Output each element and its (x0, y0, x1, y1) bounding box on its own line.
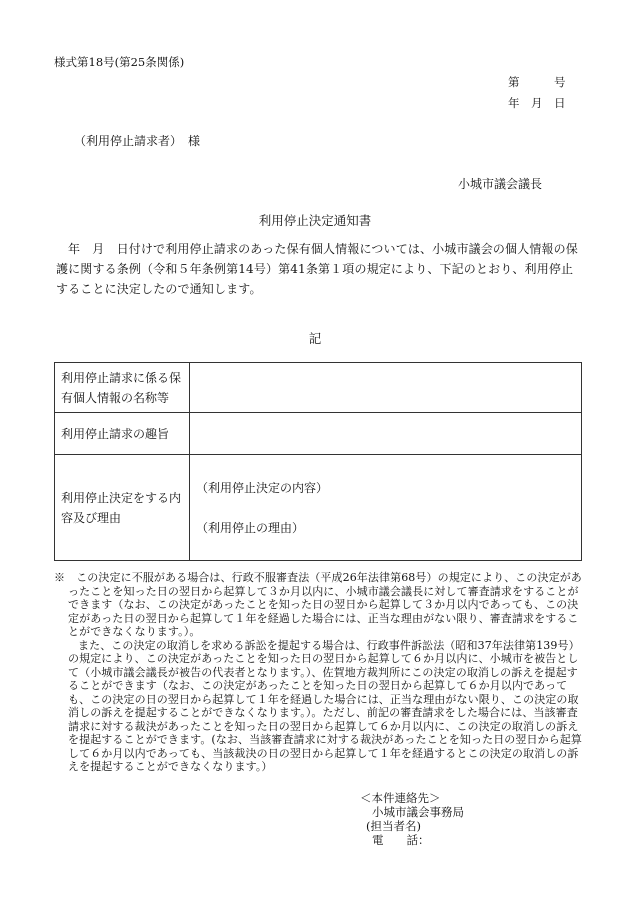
contact-person: (担当者名) (366, 819, 421, 833)
notes-section (54, 571, 582, 774)
document-title: 利用停止決定通知書 (258, 213, 372, 228)
issue-date: 年 月 日 (508, 96, 566, 110)
table-cell-info-name (190, 363, 582, 413)
table-row (55, 413, 582, 455)
contact-phone: 電 話： (372, 833, 430, 847)
note-lawsuit: また、この決定の取消しを求める訴訟を提起する場合は、行政事件訴訟法（昭和37年法律第139号）の規定により、この決定があったことを知った日の翌日から起算して６か月以内に、小城市を被告として（小城市議会議長が被告の代表者となります。）、佐賀地方裁判所にこの決定の取消しの訴えを提起することができます（なお、この決定があったことを知った日の翌日から起算して６か月以内であっても、この決定の日の翌日から起算して１年を経過した場合には、正当な理由がない限り、この決定の取消しの訴えを提起することができなくなります。）。ただし、前記の審査請求をした場合には、当該審査請求に対する裁決があったことを知った日の翌日から起算して６か月以内に、この決定の取消しの訴えを提起することができます。(なお、当該審査請求に対する裁決があったことを知った日の翌日から起算して６か月以内であっても、当該裁決の日の翌日から起算して１年を経過するとこの決定の取消しの訴えを提起することができなくなります。） (68, 638, 582, 773)
table-cell-decision (190, 455, 582, 561)
table-row (55, 455, 582, 561)
table-label-info-name: 利用停止請求に係る保有個人情報の名称等 (55, 363, 190, 413)
table-cell-request-purpose (190, 413, 582, 455)
table-label-decision: 利用停止決定をする内容及び理由 (55, 455, 190, 561)
note-appeal: ※ この決定に不服がある場合は、行政不服審査法（平成26年法律第68号）の規定により、この決定があったことを知った日の翌日から起算して３か月以内に、小城市議会議長に対して審査請求をすることができます（なお、この決定があったことを知った日の翌日から起算して３か月以内であっても、この決定があった日の翌日から起算して１年を経過した場合には、正当な理由がない限り、審査請求をすることができなくなります。）。 (54, 571, 582, 638)
form-number: 様式第18号(第25条関係) (54, 55, 185, 69)
contact-office: 小城市議会事務局 (372, 805, 464, 819)
table-row (55, 363, 582, 413)
body-paragraph: 年 月 日付けで利用停止請求のあった保有個人情報については、小城市議会の個人情報の保護に関する条例（令和５年条例第14号）第41条第１項の規定により、下記のとおり、利用停止することに決定したので通知します。 (56, 242, 578, 296)
sender-name: 小城市議会議長 (458, 177, 543, 191)
contact-heading: ＜本件連絡先＞ (360, 791, 441, 805)
addressee: （利用停止請求者） 様 (74, 134, 201, 148)
detail-table (54, 362, 582, 561)
document-number: 第 号 (508, 75, 566, 89)
decision-reason-label: （利用停止の理由） (196, 520, 305, 535)
ki-heading: 記 (308, 331, 322, 346)
decision-content-label: （利用停止決定の内容） (196, 480, 329, 495)
table-label-request-purpose: 利用停止請求の趣旨 (55, 413, 190, 455)
contact-block (360, 791, 464, 847)
